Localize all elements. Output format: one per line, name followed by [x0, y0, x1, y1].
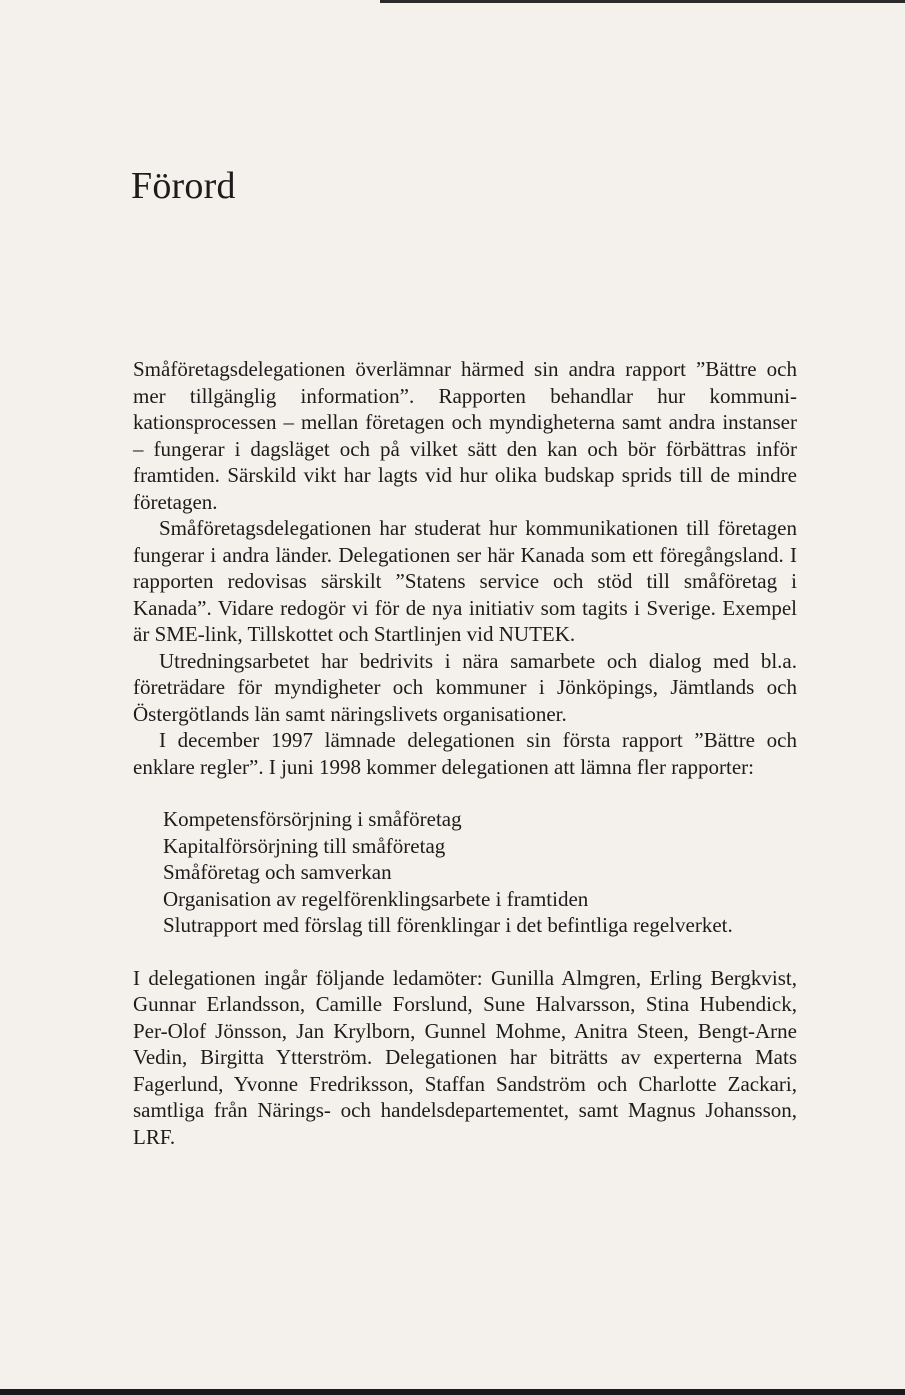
foreword-body [133, 356, 797, 1150]
list-item: Slutrapport med förslag till förenklingar i det befintliga regelverket. [163, 913, 733, 937]
paragraph-reports: I december 1997 lämnade delegationen sin första rapport ”Bättre och enklare regler”. I juni 1998 kommer delegationen att lämna fler rapporter: [133, 728, 797, 779]
list-item: Organisation av regelförenklingsarbete i framtiden [163, 886, 589, 911]
list-item: Småföretag och samverkan [163, 860, 392, 884]
paragraph-collaboration: Utredningsarbetet har bedrivits i nära samarbete och dialog med bl.a. företrädare för myndigheter och kommuner i Jönköpings, Jämtlands och Östergötlands län samt näringslivets organisationer. [133, 648, 797, 726]
paragraph-intro: Småföretagsdelegationen överlämnar härmed sin andra rapport ”Bättre och mer tillgänglig information”. Rapporten behandlar hur kommunikationsprocessen – mellan företagen och myndigheterna samt andra instanser – fungerar i dagsläget och på vilket sätt den kan och bör förbättras inför framtiden. Särskild vikt har lagts vid hur olika budskap sprids till de mindre företagen. [133, 357, 797, 514]
list-item: Kompetensförsörjning i småföretag [163, 807, 462, 831]
bottom-edge-rule [0, 1389, 905, 1395]
paragraph-international: Småföretagsdelegationen har studerat hur kommunikationen till företagen fungerar i andra länder. Delegationen ser här Kanada som ett föregångsland. I rapporten redovisas särskilt ”Statens service och stöd till småföretag i Kanada”. Vidare redogör vi för de nya initiativ som tagits i Sverige. Exempel är SME-link, Tillskottet och Startlinjen vid NUTEK. [133, 516, 797, 646]
upcoming-reports-list [133, 806, 797, 939]
top-edge-rule [380, 0, 905, 3]
page-title: Förord [131, 165, 236, 207]
paragraph-members: I delegationen ingår följande ledamöter: Gunilla Almgren, Erling Bergkvist, Gunnar Erlandsson, Camille Forslund, Sune Halvarsson, Stina Hubendick, Per-Olof Jönsson, Jan Krylborn, Gunnel Mohme, Anitra Steen, Bengt-Arne Vedin, Birgitta Ytterström. Delegationen har biträtts av experterna Mats Fagerlund, Yvonne Fredriksson, Staffan Sandström och Charlotte Zackari, samtliga från Närings- och handelsdepartementet, samt Magnus Johansson, LRF. [133, 965, 797, 1149]
list-item: Kapitalförsörjning till småföretag [163, 833, 446, 858]
